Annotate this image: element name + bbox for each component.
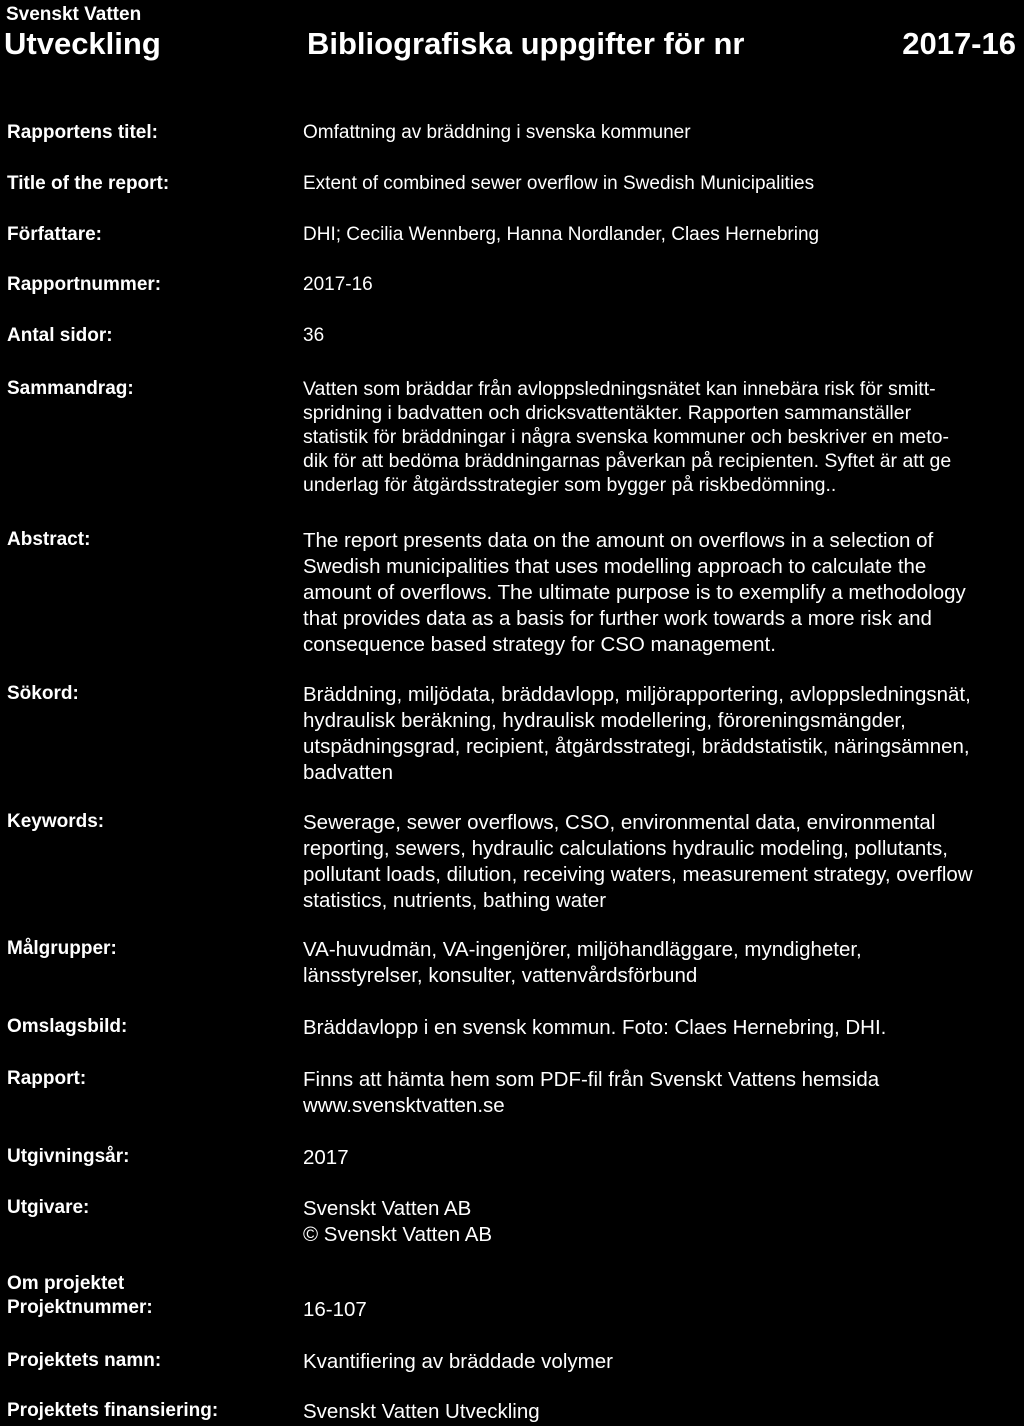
field-value: Extent of combined sewer overflow in Swedish Municipalities (303, 173, 815, 194)
field-value: Sewerage, sewer overflows, CSO, environmental data, environmental reporting, sewers, hydraulic calculations hydraulic modeling, pollutants, pollutant loads, dilution, receiving waters, measurement strategy, overflow statistics, nutrients, bathing water (303, 811, 973, 912)
field-value: 16-107 (303, 1298, 367, 1321)
field-label: Utgivningsår: (7, 1146, 130, 1167)
field-value: DHI; Cecilia Wennberg, Hanna Nordlander, Claes Hernebring (303, 224, 820, 245)
field-value: Bräddavlopp i en svensk kommun. Foto: Claes Hernebring, DHI. (303, 1016, 887, 1039)
field-value: VA-huvudmän, VA-ingenjörer, miljöhandläggare, myndigheter, länsstyrelser, konsulter, vattenvårdsförbund (303, 938, 862, 987)
field-value: 2017-16 (303, 274, 373, 295)
field-label: Sökord: (7, 683, 79, 704)
field-label: Rapport: (7, 1068, 87, 1089)
field-label: Målgrupper: (7, 938, 117, 959)
field-value: The report presents data on the amount on overflows in a selection of Swedish municipalities that uses modelling approach to calculate the amount of overflows. The ultimate purpose is to exemplify a methodology that provides data as a basis for further work towards a more risk and consequence based strategy for CSO management. (303, 529, 966, 656)
publisher-name: Svenskt Vatten (6, 4, 142, 25)
field-label: Om projektet Projektnummer: (7, 1273, 153, 1318)
field-value: Vatten som bräddar från avloppsledningsnätet kan innebära risk för smitt- spridning i badvatten och dricksvattentäkter. Rapporten sammanställer statistik för bräddningar i några svenska kommuner och beskriver en meto- dik för att bedöma bräddningarnas påverkan på recipienten. Syftet är att ge underlag för åtgärdsstrategier som bygger på riskbedömning.. (303, 378, 952, 496)
field-label: Omslagsbild: (7, 1016, 128, 1037)
field-label: Författare: (7, 224, 103, 245)
field-value: Kvantifiering av bräddade volymer (303, 1350, 613, 1373)
field-label: Rapportens titel: (7, 122, 158, 143)
series-title: Utveckling (4, 26, 161, 61)
field-label: Rapportnummer: (7, 274, 162, 295)
field-value: Bräddning, miljödata, bräddavlopp, miljörapportering, avloppsledningsnät, hydraulisk beräkning, hydraulisk modellering, föroreningsmängder, utspädningsgrad, recipient, åtgärdsstrategi, bräddstatistik, näringsämnen, badvatten (303, 683, 971, 784)
report-number-heading: 2017-16 (902, 26, 1016, 61)
field-label: Projektets finansiering: (7, 1400, 219, 1421)
field-label: Keywords: (7, 811, 105, 832)
field-value: Finns att hämta hem som PDF-fil från Svenskt Vattens hemsida www.svensktvatten.se (303, 1068, 880, 1117)
field-value: 36 (303, 325, 325, 346)
field-label: Utgivare: (7, 1197, 90, 1218)
field-value: Omfattning av bräddning i svenska kommuner (303, 122, 691, 143)
field-label: Antal sidor: (7, 325, 113, 346)
field-value: 2017 (303, 1146, 349, 1169)
page-heading: Bibliografiska uppgifter för nr (307, 26, 745, 61)
field-label: Projektets namn: (7, 1350, 162, 1371)
field-value: Svenskt Vatten Utveckling (303, 1400, 540, 1423)
field-label: Abstract: (7, 529, 91, 550)
field-label: Title of the report: (7, 173, 170, 194)
field-value: Svenskt Vatten AB © Svenskt Vatten AB (303, 1197, 493, 1246)
field-label: Sammandrag: (7, 378, 134, 399)
